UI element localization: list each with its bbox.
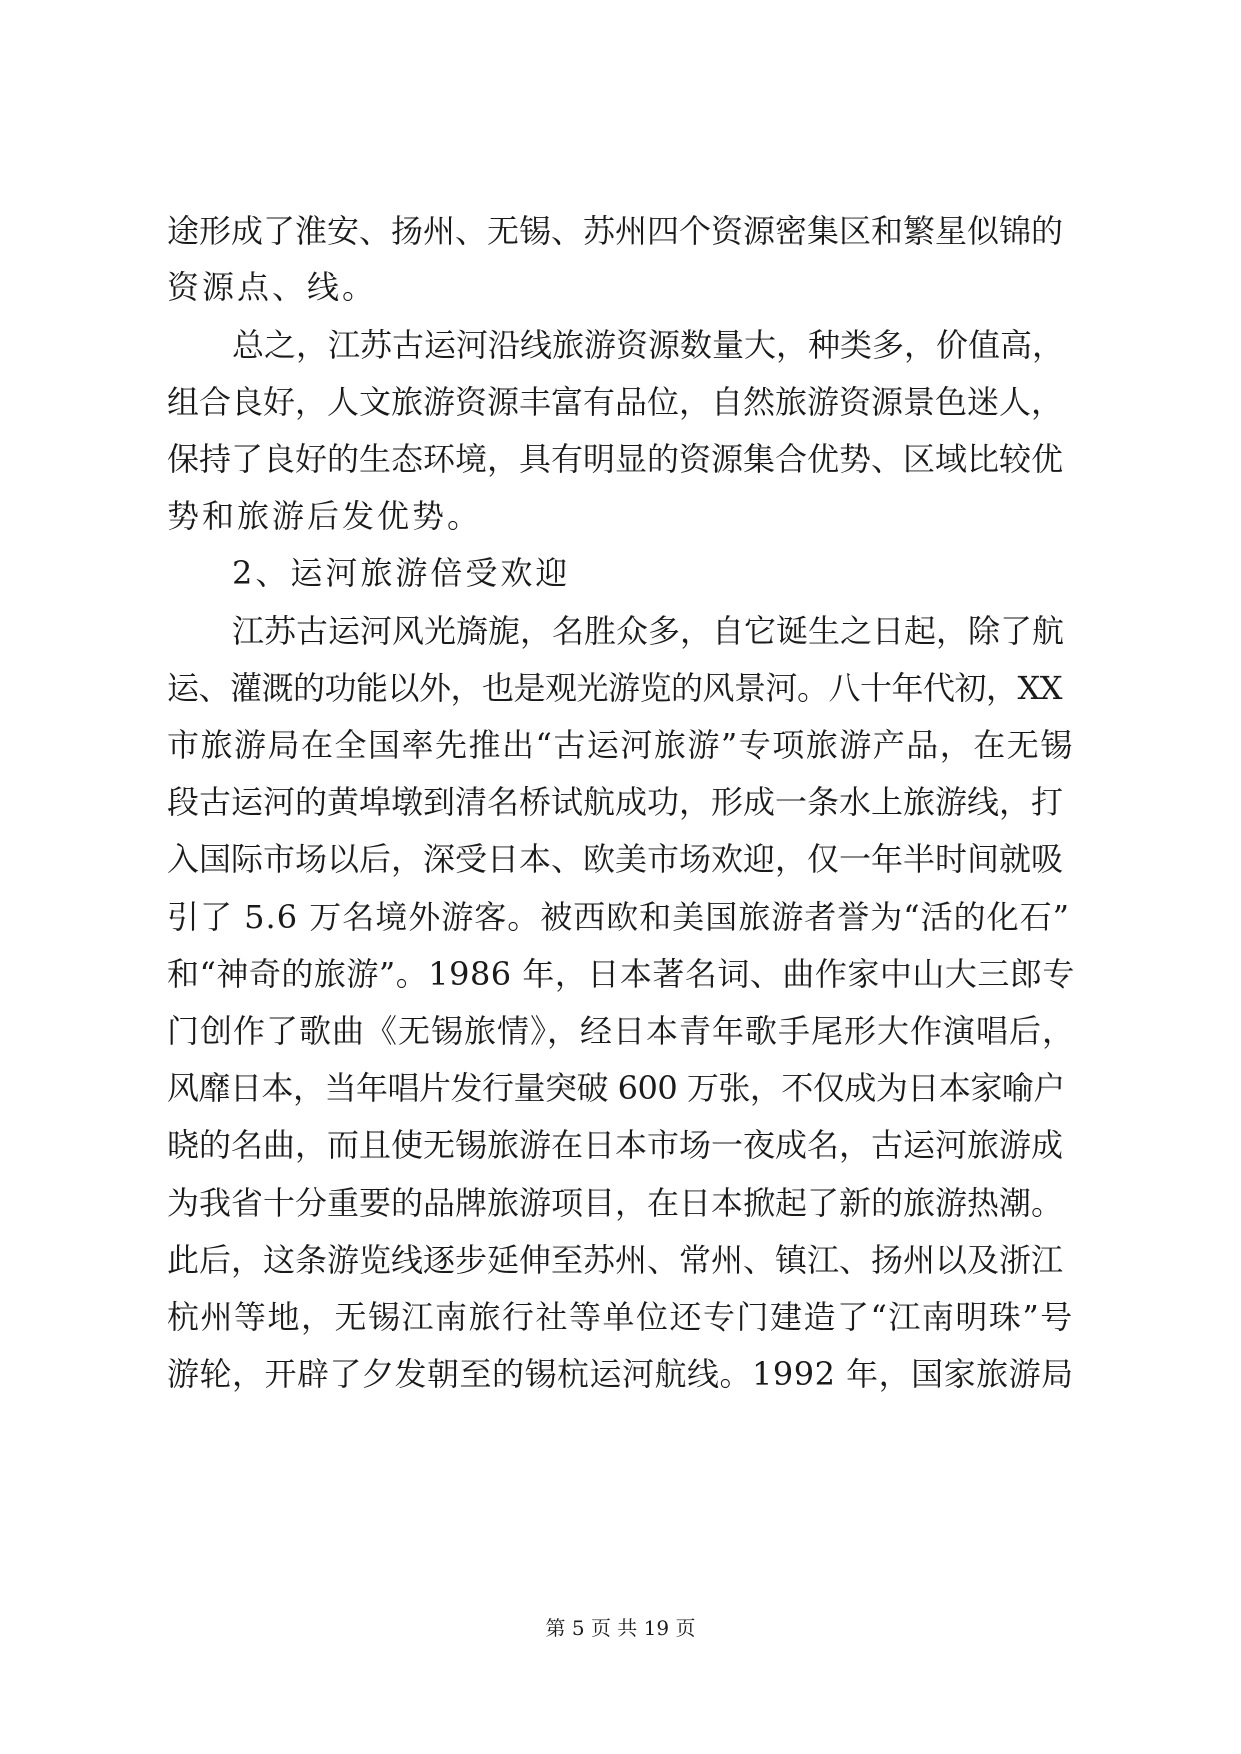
section-heading: 2、运河旅游倍受欢迎: [232, 554, 571, 592]
text-line: 保持了良好的生态环境，具有明显的资源集合优势、区域比较优: [167, 440, 1064, 478]
page-number-footer: 第 5 页 共 19 页: [545, 1616, 696, 1640]
text-line: 和“神奇的旅游”。1986 年，日本著名词、曲作家中山大三郎专: [167, 955, 1075, 993]
text-line: 段古运河的黄埠墩到清名桥试航成功，形成一条水上旅游线，打: [167, 783, 1064, 821]
text-line: 市旅游局在全国率先推出“古运河旅游”专项旅游产品，在无锡: [167, 726, 1074, 764]
text-line: 风靡日本，当年唱片发行量突破 600 万张，不仅成为日本家喻户: [167, 1069, 1065, 1107]
text-line: 途形成了淮安、扬州、无锡、苏州四个资源密集区和繁星似锦的: [167, 212, 1064, 250]
text-line: 游轮，开辟了夕发朝至的锡杭运河航线。1992 年，国家旅游局: [167, 1355, 1074, 1393]
text-line: 此后，这条游览线逐步延伸至苏州、常州、镇江、扬州以及浙江: [167, 1241, 1064, 1279]
text-line: 引了 5.6 万名境外游客。被西欧和美国旅游者誉为“活的化石”: [167, 898, 1070, 936]
text-line: 晓的名曲，而且使无锡旅游在日本市场一夜成名，古运河旅游成: [167, 1126, 1064, 1164]
text-line: 为我省十分重要的品牌旅游项目，在日本掀起了新的旅游热潮。: [167, 1184, 1064, 1222]
text-line: 组合良好，人文旅游资源丰富有品位，自然旅游资源景色迷人，: [167, 383, 1064, 421]
paragraph-start-line: 江苏古运河风光旖旎，名胜众多，自它诞生之日起，除了航: [232, 612, 1065, 650]
text-line: 入国际市场以后，深受日本、欧美市场欢迎，仅一年半时间就吸: [167, 840, 1064, 878]
text-line: 资源点、线。: [167, 268, 378, 306]
text-line: 门创作了歌曲《无锡旅情》，经日本青年歌手尾形大作演唱后，: [167, 1012, 1076, 1050]
text-line: 杭州等地，无锡江南旅行社等单位还专门建造了“江南明珠”号: [167, 1298, 1074, 1336]
paragraph-start-line: 总之，江苏古运河沿线旅游资源数量大，种类多，价值高，: [232, 326, 1065, 364]
text-line: 势和旅游后发优势。: [167, 497, 483, 535]
text-line: 运、灌溉的功能以外，也是观光游览的风景河。八十年代初，XX: [167, 669, 1063, 707]
